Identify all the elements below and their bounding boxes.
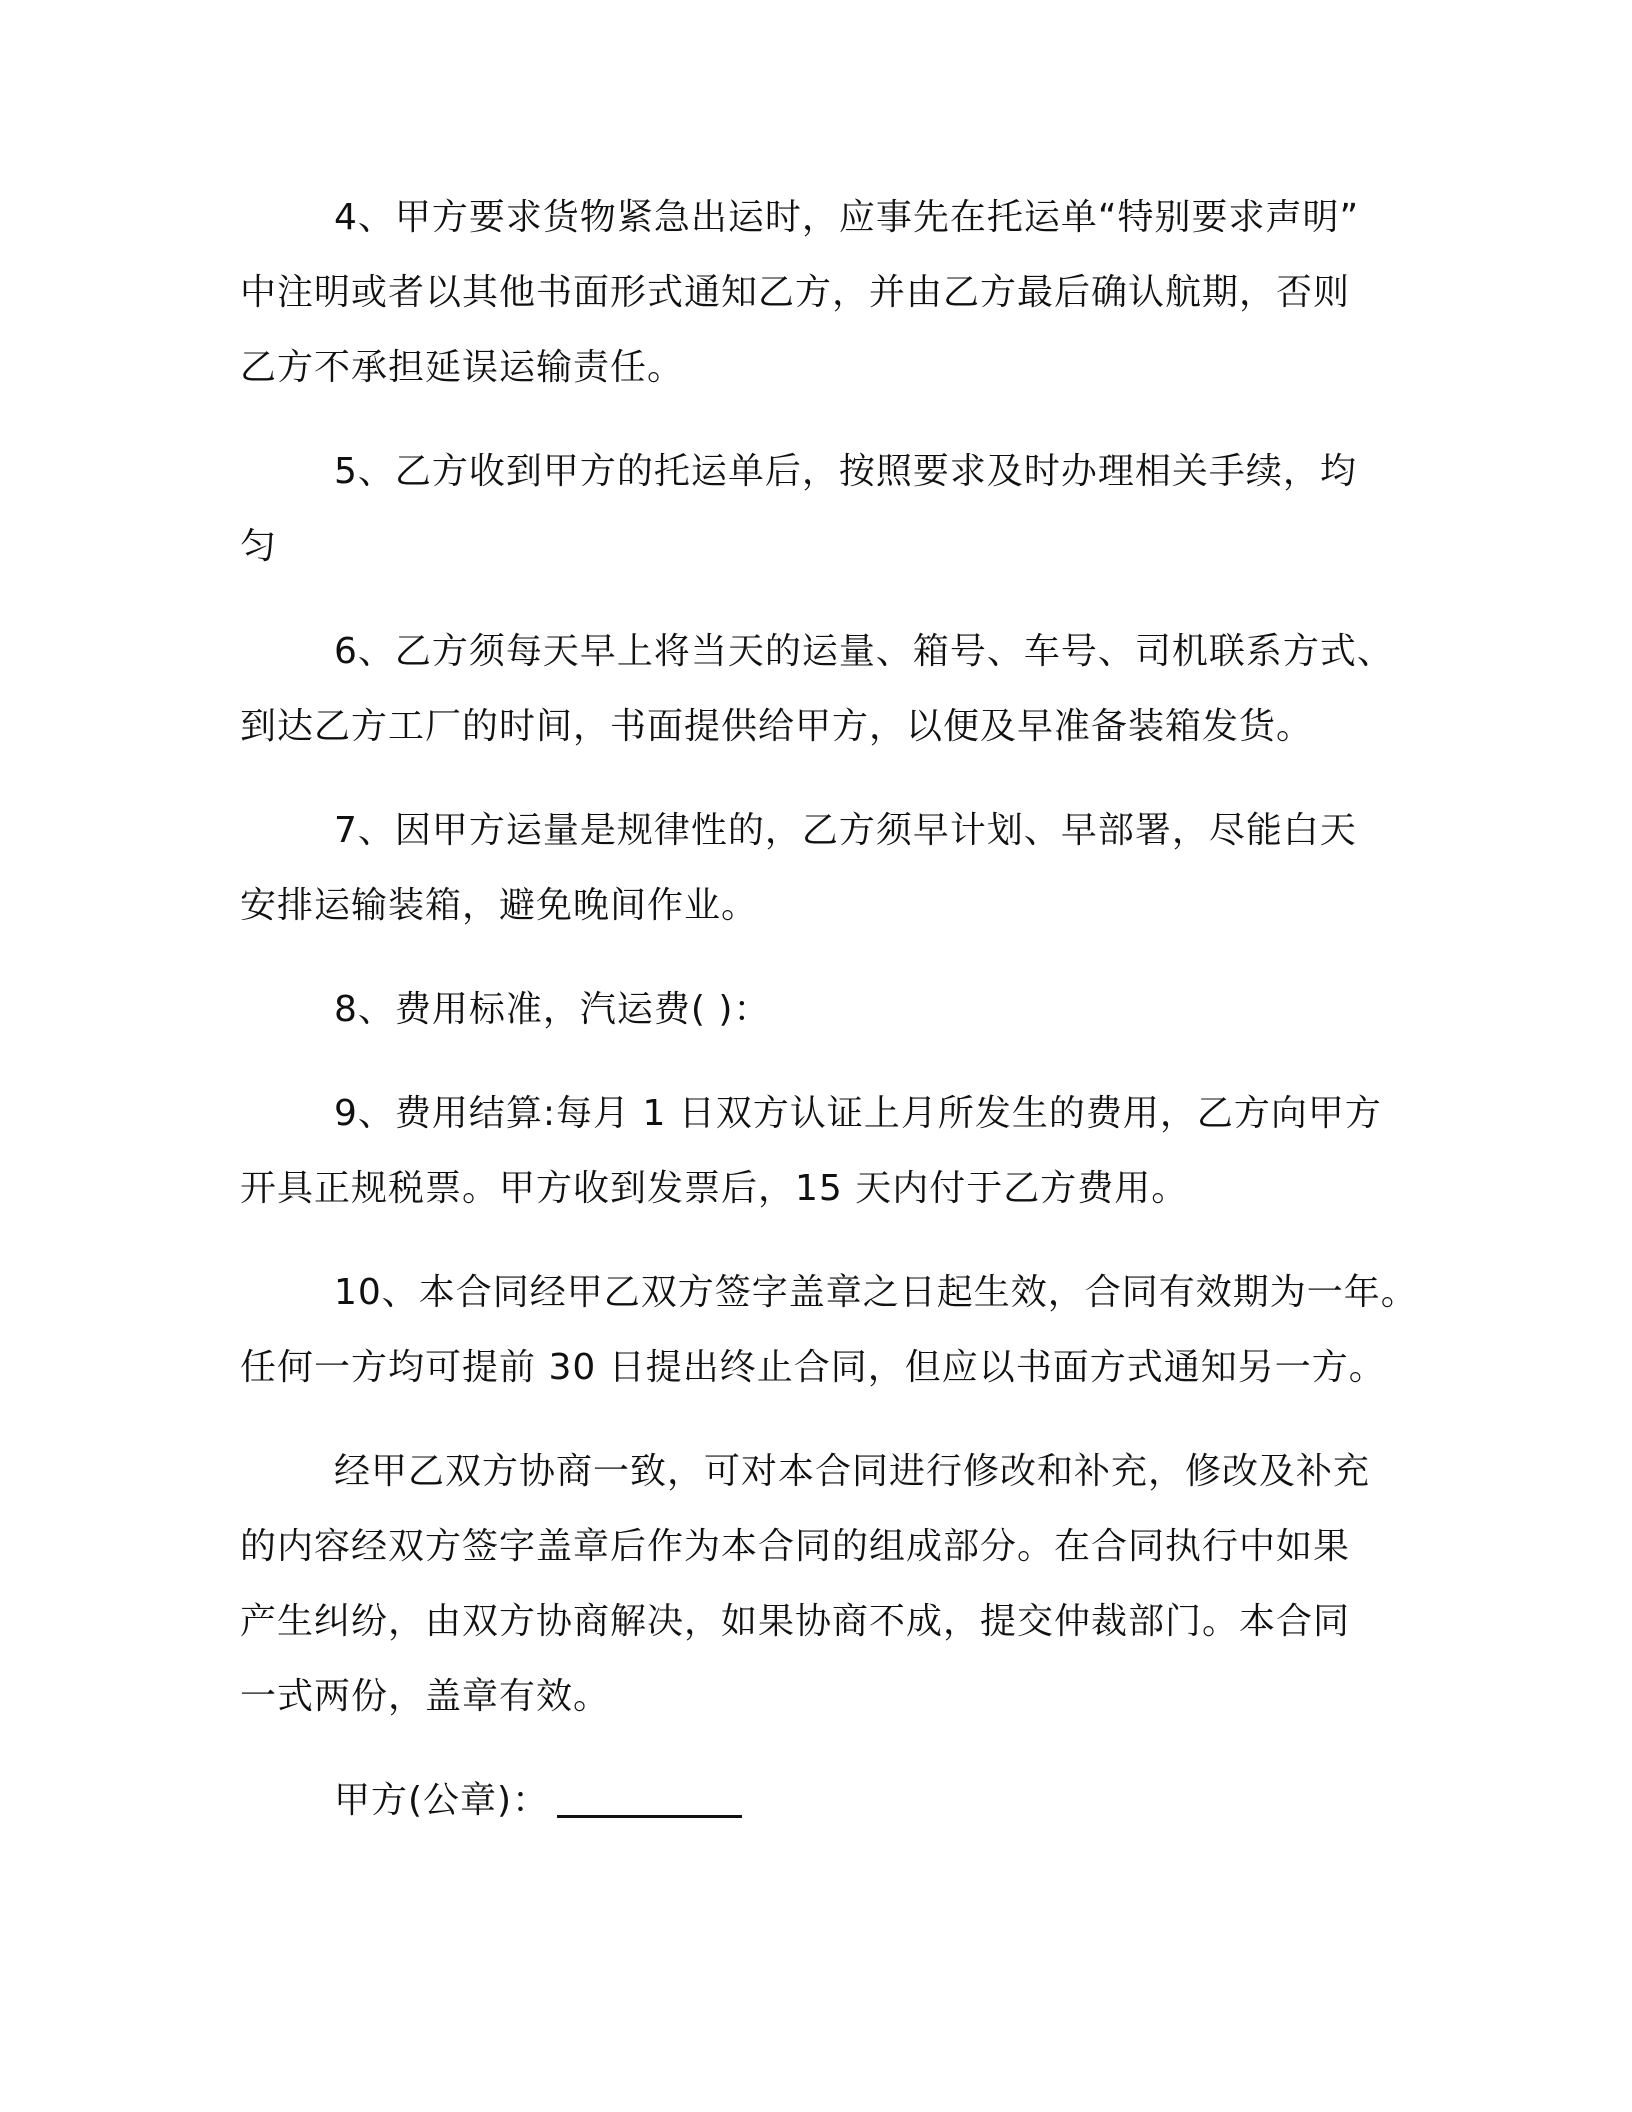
clause-9-line-2: 开具正规税票。甲方收到发票后，15 天内付于乙方费用。 [240, 1168, 1189, 1209]
clause-8-line-1: 8、费用标准，汽运费( )： [334, 989, 771, 1030]
party-a-signature-blank [557, 1815, 742, 1818]
clause-4-line-2: 中注明或者以其他书面形式通知乙方，并由乙方最后确认航期，否则 [240, 272, 1351, 313]
clause-9-line-1: 9、费用结算:每月 1 日双方认证上月所发生的费用，乙方向甲方 [334, 1093, 1382, 1134]
party-a-signature-row [334, 1776, 742, 1826]
clause-4-line-3: 乙方不承担延误运输责任。 [240, 347, 685, 388]
clause-5-line-1: 5、乙方收到甲方的托运单后，按照要求及时办理相关手续，均 [334, 451, 1357, 492]
clause-4-line-1: 4、甲方要求货物紧急出运时，应事先在托运单“特别要求声明” [334, 197, 1360, 238]
clause-7-line-2: 安排运输装箱，避免晚间作业。 [240, 885, 759, 926]
amendment-line-3: 产生纠纷，由双方协商解决，如果协商不成，提交仲裁部门。本合同 [240, 1601, 1351, 1642]
clause-6-line-1: 6、乙方须每天早上将当天的运量、箱号、车号、司机联系方式、 [334, 631, 1394, 672]
amendment-line-4: 一式两份，盖章有效。 [240, 1676, 611, 1717]
party-a-signature-label: 甲方(公章)： [334, 1780, 550, 1821]
clause-10-line-2: 任何一方均可提前 30 日提出终止合同，但应以书面方式通知另一方。 [240, 1347, 1386, 1388]
clause-7-line-1: 7、因甲方运量是规律性的，乙方须早计划、早部署，尽能白天 [334, 810, 1357, 851]
clause-5-line-2: 匀 [240, 526, 278, 567]
clause-10-line-1: 10、本合同经甲乙双方签字盖章之日起生效，合同有效期为一年。 [334, 1272, 1418, 1313]
clause-6-line-2: 到达乙方工厂的时间，书面提供给甲方，以便及早准备装箱发货。 [240, 706, 1314, 747]
amendment-line-2: 的内容经双方签字盖章后作为本合同的组成部分。在合同执行中如果 [240, 1526, 1351, 1567]
amendment-line-1: 经甲乙双方协商一致，可对本合同进行修改和补充，修改及补充 [334, 1451, 1371, 1492]
